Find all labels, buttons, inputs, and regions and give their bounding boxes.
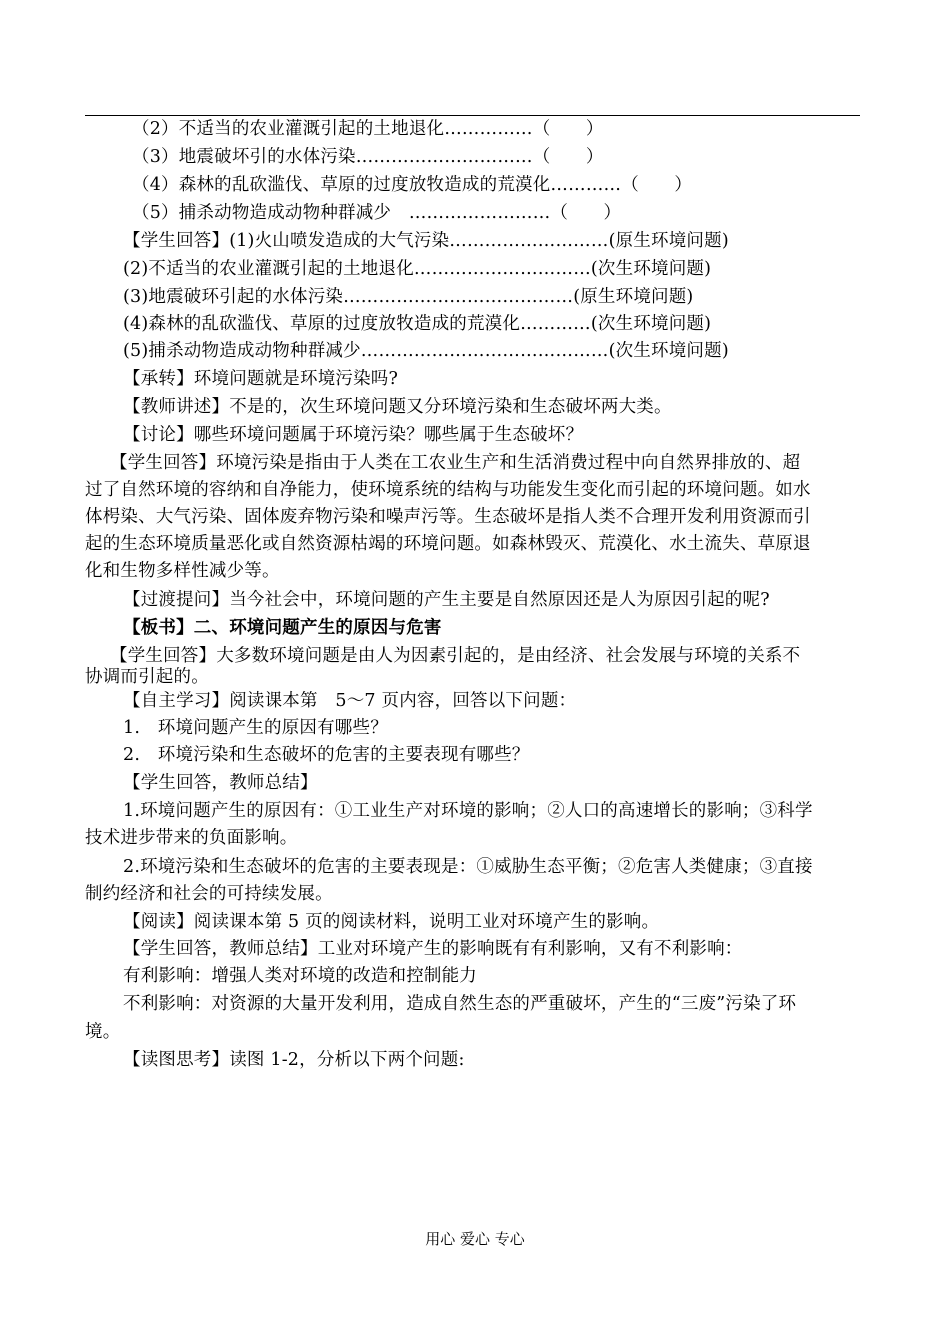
text-line: 技术进步带来的负面影响。 bbox=[85, 828, 298, 848]
text-line: 境。 bbox=[85, 1022, 121, 1042]
text-line: (3)地震破环引起的水体污染…………………………………(原生环境问题) bbox=[123, 287, 694, 307]
text-line: 起的生态环境质量恶化或自然资源枯竭的环境问题。如森林毁灭、荒漠化、水土流失、草原退 bbox=[85, 534, 811, 554]
text-line: 1. 环境问题产生的原因有哪些？ bbox=[123, 718, 388, 738]
text-line: 不利影响：对资源的大量开发利用，造成自然生态的严重破坏，产生的“三废”污染了环 bbox=[123, 994, 797, 1014]
text-line: 2.环境污染和生态破坏的危害的主要表现是：①威胁生态平衡；②危害人类健康；③直接 bbox=[123, 857, 813, 877]
text-line: 制约经济和社会的可持续发展。 bbox=[85, 884, 333, 904]
text-line: （3）地震破坏引的水体污染…………………………（ ） bbox=[132, 147, 604, 167]
text-line: 体枵染、大气污染、固体废弃物污染和噪声污等。生态破坏是指人类不合理开发利用资源而引 bbox=[85, 507, 811, 527]
page-footer: 用心 爱心 专心 bbox=[425, 1230, 525, 1248]
text-line: 化和生物多样性减少等。 bbox=[85, 561, 280, 581]
text-line: (4)森林的乱砍滥伐、草原的过度放牧造成的荒漠化…………(次生环境问题) bbox=[123, 314, 712, 334]
text-line: 【学生回答，教师总结】工业对环境产生的影响既有有利影响，又有不利影响： bbox=[123, 939, 743, 959]
text-line: 1.环境问题产生的原因有：①工业生产对环境的影响；②人口的高速增长的影响；③科学 bbox=[123, 801, 813, 821]
text-line: （5）捕杀动物造成动物种群减少 ……………………（ ） bbox=[132, 203, 622, 223]
text-line: 【教师讲述】不是的，次生环境问题又分环境污染和生态破坏两大类。 bbox=[123, 397, 672, 417]
text-line: 【学生回答，教师总结】 bbox=[123, 773, 318, 793]
text-line: 【自主学习】阅读课本第 5～7 页内容，回答以下问题： bbox=[123, 691, 577, 711]
text-line: 【读图思考】读图 1-2，分析以下两个问题: bbox=[123, 1050, 465, 1070]
text-line: （2）不适当的农业灌溉引起的土地退化……………（ ） bbox=[132, 119, 604, 139]
text-line: 【承转】环境问题就是环境污染吗? bbox=[123, 369, 399, 389]
text-line: 【过渡提问】当今社会中，环境问题的产生主要是自然原因还是人为原因引起的呢? bbox=[123, 590, 770, 610]
text-line: (5)捕杀动物造成动物种群减少……………………………………(次生环境问题) bbox=[123, 341, 729, 361]
text-line: 2. 环境污染和生态破坏的危害的主要表现有哪些？ bbox=[123, 745, 530, 765]
text-line: 【讨论】哪些环境问题属于环境污染？哪些属于生态破坏？ bbox=[123, 425, 584, 445]
header-rule bbox=[85, 115, 860, 116]
section-heading: 【板书】二、环境问题产生的原因与危害 bbox=[123, 618, 442, 638]
text-line: (2)不适当的农业灌溉引起的土地退化…………………………(次生环境问题) bbox=[123, 259, 712, 279]
text-line: 有利影响：增强人类对环境的改造和控制能力 bbox=[123, 966, 477, 986]
text-line: 【学生回答】环境污染是指由于人类在工农业生产和生活消费过程中向自然界排放的、超 bbox=[110, 453, 801, 473]
text-line: 协调而引起的。 bbox=[85, 667, 209, 687]
text-line: 【学生回答】(1)火山喷发造成的大气污染………………………(原生环境问题) bbox=[123, 231, 729, 251]
text-line: 【阅读】阅读课本第 5 页的阅读材料，说明工业对环境产生的影响。 bbox=[123, 912, 660, 932]
text-line: 【学生回答】大多数环境问题是由人为因素引起的，是由经济、社会发展与环境的关系不 bbox=[110, 646, 801, 666]
text-line: 过了自然环境的容纳和自净能力，使环境系统的结构与功能发生变化而引起的环境问题。如水 bbox=[85, 480, 811, 500]
text-line: （4）森林的乱砍滥伐、草原的过度放牧造成的荒漠化…………（ ） bbox=[132, 175, 693, 195]
